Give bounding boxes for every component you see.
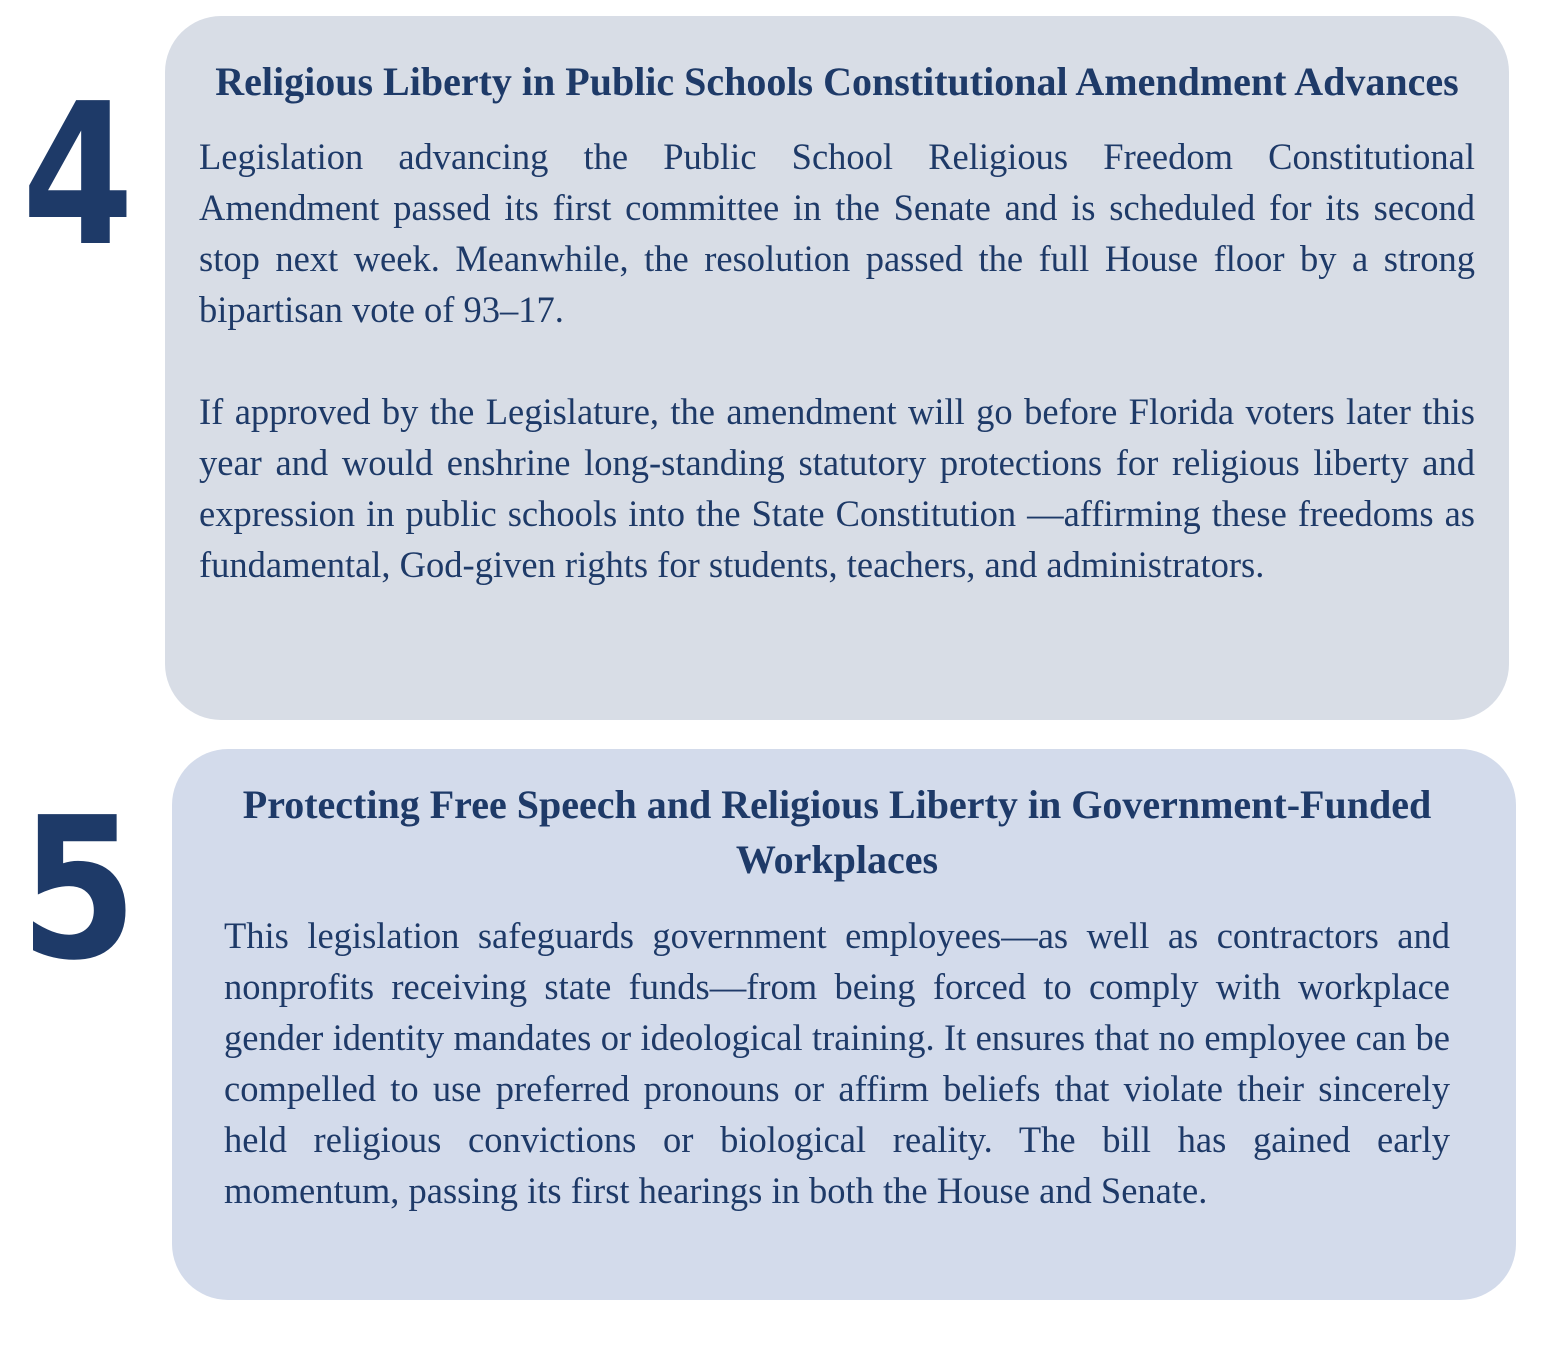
item-number-4: 4 [22,62,134,290]
card-paragraph: This legislation safeguards government employees—as well as contractors and nonprofits receiving state funds—from being forced to comply with workplace gender identity mandates or ideological training. It ensures that no employee can be compelled to use preferred pronouns or affirm beliefs that violate their sincerely held religious convictions or biological reality. The bill has gained early momentum, passing its first hearings in both the House and Senate. [224,915,1450,1211]
card-paragraph: If approved by the Legislature, the amendment will go before Florida voters later this year and would enshrine long-standing statutory protections for religious liberty and expression in public schools into the State Constitution —affirming these freedoms as fundamental, God-given rights for students, teachers, and administrators. [199,391,1475,585]
item-number-5: 5 [20,776,138,1004]
card-title: Protecting Free Speech and Religious Liberty in Government-Funded Workplaces [242,782,1432,882]
news-card-free-speech-workplaces [172,749,1516,1300]
news-card-religious-liberty-schools [165,16,1509,720]
card-title: Religious Liberty in Public Schools Constitutional Amendment Advances [215,59,1459,104]
card-paragraph: Legislation advancing the Public School Religious Freedom Constitutional Amendment passed its first committee in the Senate and is scheduled for its second stop next week. Meanwhile, the resolution passed the full House floor by a strong bipartisan vote of 93–17. [199,136,1475,330]
